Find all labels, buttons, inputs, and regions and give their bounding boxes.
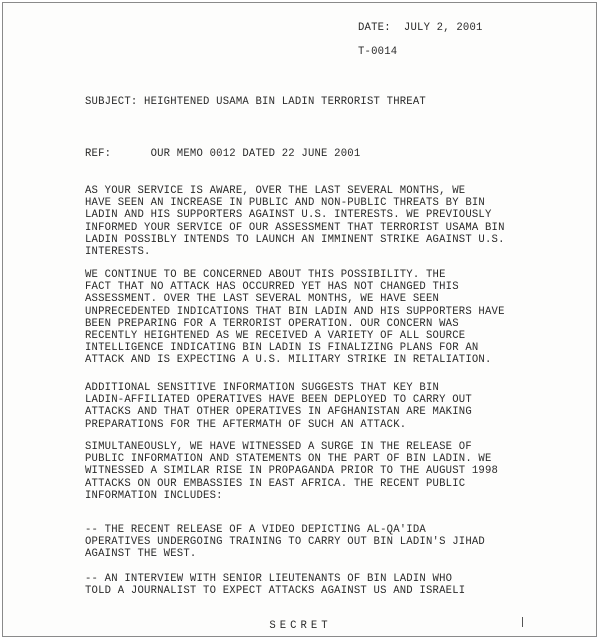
- scan-mark: [522, 617, 523, 627]
- classification-marking: SECRET: [269, 620, 332, 632]
- memo-code: T-0014: [358, 46, 398, 58]
- document-page: [2, 2, 597, 637]
- memo-date: DATE: JULY 2, 2001: [358, 22, 483, 34]
- memo-subject: SUBJECT: HEIGHTENED USAMA BIN LADIN TERRORIST THREAT: [85, 96, 426, 108]
- paragraph-4: SIMULTANEOUSLY, WE HAVE WITNESSED A SURGE IN THE RELEASE OF PUBLIC INFORMATION AND STATEMENTS ON THE PART OF BIN LADIN. WE WITNESSED A SIMILAR RISE IN PROPAGANDA PRIOR TO THE AUGUST 1998 ATTACKS ON OUR EMBASSIES IN EAST AFRICA. THE RECENT PUBLIC INFORMATION INCLUDES:: [85, 441, 499, 502]
- paragraph-2: WE CONTINUE TO BE CONCERNED ABOUT THIS POSSIBILITY. THE FACT THAT NO ATTACK HAS OCCURRED YET HAS NOT CHANGED THIS ASSESSMENT. OVER THE LAST SEVERAL MONTHS, WE HAVE SEEN UNPRECEDENTED INDICATIONS THAT BIN LADIN AND HIS SUPPORTERS HAVE BEEN PREPARING FOR A TERRORIST OPERATION. OUR CONCERN WAS RECENTLY HEIGHTENED AS WE RECEIVED A VARIETY OF ALL SOURCE INTELLIGENCE INDICATING BIN LADIN IS FINALIZING PLANS FOR AN ATTACK AND IS EXPECTING A U.S. MILITARY STRIKE IN RETALIATION.: [85, 269, 505, 367]
- memo-body: [3, 3, 598, 638]
- paragraph-1: AS YOUR SERVICE IS AWARE, OVER THE LAST SEVERAL MONTHS, WE HAVE SEEN AN INCREASE IN PUBLIC AND NON-PUBLIC THREATS BY BIN LADIN AND HIS SUPPORTERS AGAINST U.S. INTERESTS. WE PREVIOUSLY INFORMED YOUR SERVICE OF OUR ASSESSMENT THAT TERRORIST USAMA BIN LADIN POSSIBLY INTENDS TO LAUNCH AN IMMINENT STRIKE AGAINST U.S. INTERESTS.: [85, 185, 505, 259]
- paragraph-5: -- THE RECENT RELEASE OF A VIDEO DEPICTING AL-QA'IDA OPERATIVES UNDERGOING TRAINING TO CARRY OUT BIN LADIN'S JIHAD AGAINST THE WEST.: [85, 524, 485, 561]
- paragraph-6: -- AN INTERVIEW WITH SENIOR LIEUTENANTS OF BIN LADIN WHO TOLD A JOURNALIST TO EXPECT ATTACKS AGAINST US AND ISRAELI: [85, 573, 466, 598]
- memo-reference: REF: OUR MEMO 0012 DATED 22 JUNE 2001: [85, 148, 361, 160]
- paragraph-3: ADDITIONAL SENSITIVE INFORMATION SUGGESTS THAT KEY BIN LADIN-AFFILIATED OPERATIVES HAVE BEEN DEPLOYED TO CARRY OUT ATTACKS AND THAT OTHER OPERATIVES IN AFGHANISTAN ARE MAKING PREPARATIONS FOR THE AFTERMATH OF SUCH AN ATTACK.: [85, 382, 472, 431]
